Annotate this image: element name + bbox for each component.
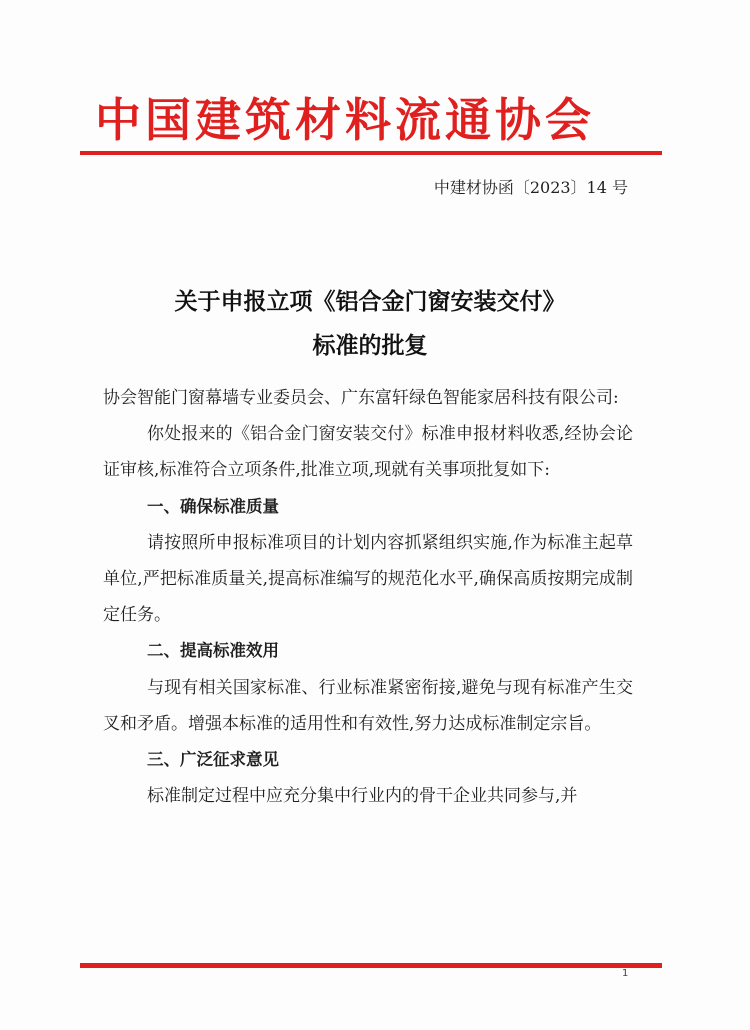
document-number: 中建材协函〔2023〕14 号 bbox=[433, 178, 628, 197]
title-line-1: 关于申报立项《铝合金门窗安装交付》 bbox=[174, 288, 566, 315]
page-number: 1 bbox=[622, 968, 629, 979]
letterhead-red-rule bbox=[80, 151, 662, 155]
section-paragraph-3: 标准制定过程中应充分集中行业内的骨干企业共同参与,并 bbox=[147, 786, 578, 807]
document-body bbox=[103, 380, 633, 814]
footer-red-rule bbox=[80, 963, 662, 968]
title-line-2: 标准的批复 bbox=[312, 332, 428, 359]
intro-paragraph: 你处报来的《铝合金门窗安装交付》标准申报材料收悉,经协会论证审核,标准符合立项条件,批准立项,现就有关事项批复如下: bbox=[103, 424, 633, 481]
document-title bbox=[90, 280, 650, 368]
letterhead-org-name: 中国建筑材料流通协会 bbox=[95, 93, 595, 147]
section-paragraph-2: 与现有相关国家标准、行业标准紧密衔接,避免与现有标准产生交叉和矛盾。增强本标准的适用性和有效性,努力达成标准制定宗旨。 bbox=[103, 677, 633, 734]
section-paragraph-1: 请按照所申报标准项目的计划内容抓紧组织实施,作为标准主起草单位,严把标准质量关,提高标准编写的规范化水平,确保高质按期完成制定任务。 bbox=[103, 532, 633, 626]
section-heading-3: 三、广泛征求意见 bbox=[147, 750, 279, 770]
section-heading-1: 一、确保标准质量 bbox=[147, 496, 279, 516]
addressee: 协会智能门窗幕墙专业委员会、广东富轩绿色智能家居科技有限公司: bbox=[103, 388, 619, 408]
section-heading-2: 二、提高标准效用 bbox=[147, 641, 279, 661]
